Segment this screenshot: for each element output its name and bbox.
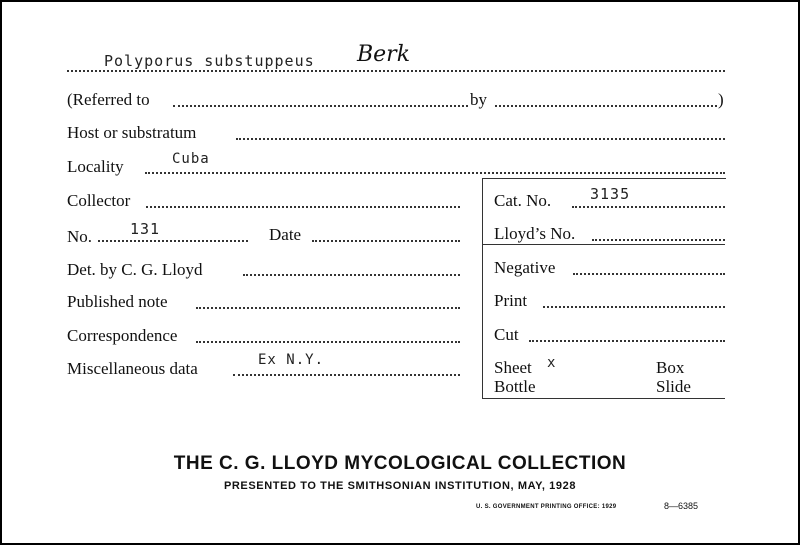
by-line (495, 105, 717, 107)
correspondence-label: Correspondence (67, 326, 178, 345)
locality-line (145, 172, 725, 174)
host-label: Host or substratum (67, 123, 197, 142)
published-label: Published note (67, 292, 168, 311)
lloyds-no-line (592, 239, 725, 241)
print-line (543, 306, 725, 308)
referred-to-line (173, 105, 468, 107)
bottle-label: Bottle (494, 377, 536, 396)
catalog-box-bottom (482, 398, 725, 399)
cat-no-value: 3135 (590, 185, 631, 203)
sheet-mark: x (547, 355, 557, 371)
host-line (236, 138, 725, 140)
cat-no-line (572, 206, 725, 208)
collection-title: THE C. G. LLOYD MYCOLOGICAL COLLECTION (173, 453, 627, 474)
species-name: Polyporus substuppeus (104, 52, 315, 70)
misc-line (233, 374, 460, 376)
collector-line (146, 206, 460, 208)
negative-line (573, 273, 725, 275)
catalog-box-divider (482, 244, 725, 245)
cut-label: Cut (494, 325, 519, 344)
cut-line (529, 340, 725, 342)
sheet-label: Sheet (494, 358, 532, 377)
no-label: No. (67, 227, 93, 246)
negative-label: Negative (494, 258, 556, 277)
form-number: 8—6385 (664, 501, 699, 511)
lloyds-no-label: Lloyd’s No. (494, 224, 576, 243)
by-label: by (470, 90, 487, 109)
no-value: 131 (130, 220, 161, 238)
printing-office-note: U. S. GOVERNMENT PRINTING OFFICE: 1929 (476, 504, 617, 510)
collection-subtitle: PRESENTED TO THE SMITHSONIAN INSTITUTION, MAY, 1928 (223, 480, 577, 492)
box-label: Box (656, 358, 685, 377)
species-author: Berk (357, 42, 411, 67)
slide-label: Slide (656, 377, 691, 396)
misc-label: Miscellaneous data (67, 359, 198, 378)
date-label: Date (269, 225, 302, 244)
cat-no-label: Cat. No. (494, 191, 552, 210)
print-label: Print (494, 291, 528, 310)
correspondence-line (196, 341, 460, 343)
referred-to-label: (Referred to (67, 90, 150, 109)
locality-label: Locality (67, 157, 124, 176)
det-label: Det. by C. G. Lloyd (67, 260, 203, 279)
date-line (312, 240, 460, 242)
locality-value: Cuba (172, 151, 210, 167)
published-line (196, 307, 460, 309)
misc-value: Ex N.Y. (258, 352, 325, 368)
close-paren: ) (718, 90, 724, 109)
det-line (243, 274, 460, 276)
no-line (98, 240, 248, 242)
species-line (67, 70, 725, 72)
collector-label: Collector (67, 191, 131, 210)
